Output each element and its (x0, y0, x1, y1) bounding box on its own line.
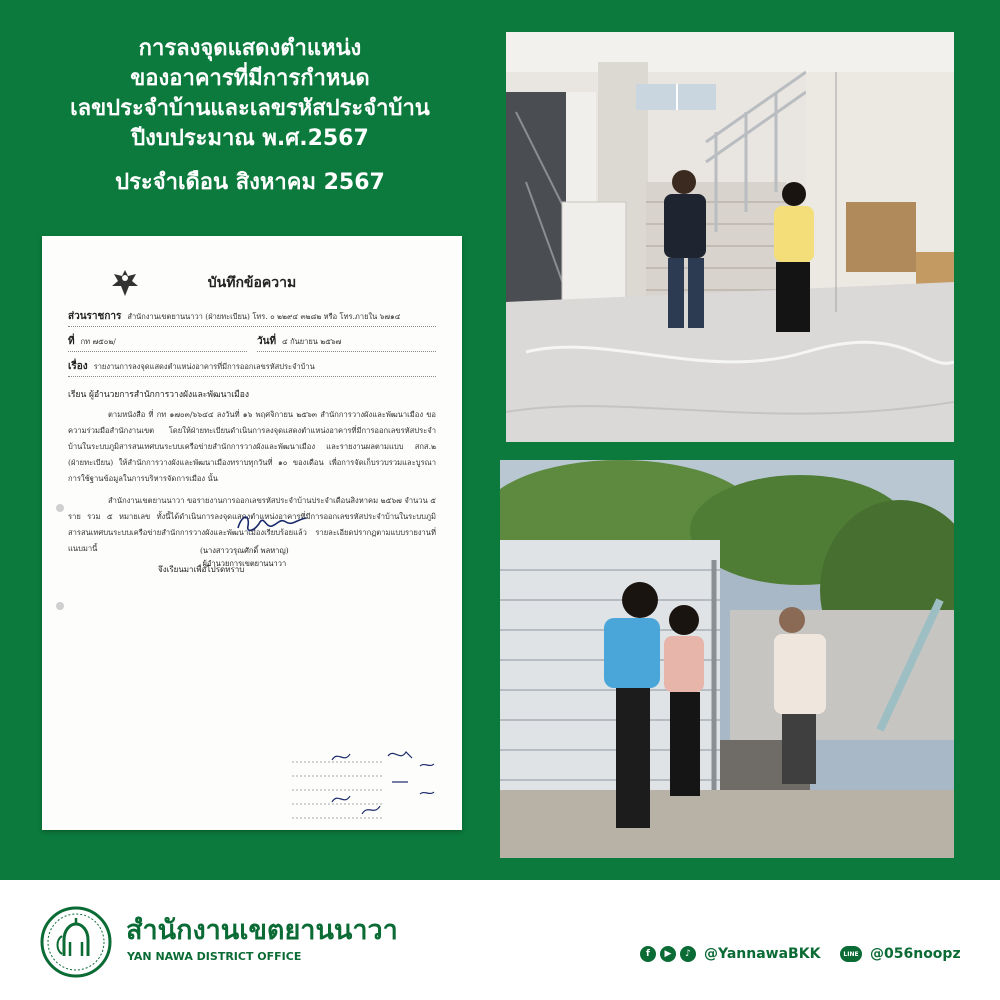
memo-ref-row (68, 334, 247, 352)
ref-value: กท ๗๕๐๒/ (80, 337, 116, 346)
memo-header (68, 262, 436, 302)
facebook-icon[interactable]: f (640, 946, 656, 962)
memo-subject-row (68, 359, 436, 377)
subject-label: เรื่อง (68, 361, 88, 372)
memo-document (42, 236, 462, 830)
memo-paragraph-1: ตามหนังสือ ที่ กท ๑๗๐๓/๖๖๔๔ ลงวันที่ ๑๖ พฤศจิกายน ๒๕๖๓ สำนักการวางผังและพัฒนาเมือง ขอความร่วมมือสำนักงานเขต โดยให้ฝ่ายทะเบียนดำเนินการลงจุดแสดงตำแหน่งอาคารที่มีการออกเลขรหัสประจำบ้านในระบบภูมิสารสนเทศบนระบบเครือข่ายสำนักการวางผังและพัฒนาเมือง และรายงานผลตามแบบ สกส.๒ (ฝ่ายทะเบียน) ให้สำนักการวางผังและพัฒนาเมืองทราบทุกวันที่ ๑๐ ของเดือน เพื่อการจัดเก็บรวบรวมและบูรณาการใช้ฐานข้อมูลในการบริหารจัดการเมือง นั้น (68, 410, 436, 483)
title-line-1: การลงจุดแสดงตำแหน่ง (138, 36, 362, 61)
ref-label: ที่ (68, 336, 75, 347)
memo-signer (200, 544, 289, 570)
organization-name-thai: สำนักงานเขตยานนาวา (126, 915, 398, 946)
signature-image (232, 508, 312, 538)
line-contact-group (840, 943, 961, 965)
social-media-group (640, 943, 820, 965)
punch-hole (56, 602, 64, 610)
social-handle[interactable]: @YannawaBKK (704, 946, 821, 962)
title-line-4: ปีงบประมาณ พ.ศ.2567 (131, 126, 369, 151)
title-line-2: ของอาคารที่มีการกำหนด (130, 66, 370, 91)
site-visit-photo-image (500, 460, 954, 858)
interior-photo-image (506, 32, 954, 442)
tiktok-icon[interactable]: ♪ (680, 946, 696, 962)
organization-name-english: YAN NAWA DISTRICT OFFICE (127, 950, 302, 963)
page-title (30, 34, 470, 198)
punch-hole (56, 504, 64, 512)
memo-recipient: เรียน ผู้อำนวยการสำนักการวางผังและพัฒนาเมือง (68, 390, 249, 400)
signer-name: (นางสาววรุณศักดิ์ พลหาญ) (200, 546, 289, 555)
line-handle[interactable]: @056noopz (870, 946, 961, 962)
memo-ref-date-row (68, 334, 436, 352)
page-subtitle: ประจำเดือน สิงหาคม 2567 (115, 170, 385, 195)
agency-label: ส่วนราชการ (68, 311, 122, 322)
title-line-3: เลขประจำบ้านและเลขรหัสประจำบ้าน (70, 96, 430, 121)
memo-paragraph-2: สำนักงานเขตยานนาวา ขอรายงานการออกเลขรหัสประจำบ้านประจำเดือนสิงหาคม ๒๕๖๗ จำนวน ๕ ราย รวม ๕ หมายเลข ทั้งนี้ได้ดำเนินการลงจุดแสดงตำแหน่งอาคารที่มีการออกเลขรหัสประจำบ้านในระบบภูมิสารสนเทศบนระบบเครือข่ายสำนักการวางผังและพัฒนาเมืองเรียบร้อยแล้ว รายละเอียดปรากฏตามแบบรายงานที่แนบมานี้ (68, 496, 436, 553)
memo-agency-row (68, 309, 436, 327)
date-label: วันที่ (257, 336, 277, 347)
routing-stamp-image (292, 746, 452, 820)
signer-position: ผู้อำนวยการเขตยานนาวา (202, 559, 287, 568)
youtube-icon[interactable]: ▶ (660, 946, 676, 962)
memo-closing: จึงเรียนมาเพื่อโปรดทราบ (158, 565, 245, 574)
agency-value: สำนักงานเขตยานนาวา (ฝ่ายทะเบียน) โทร. ๐ ๒๒๙๔ ๓๒๘๒ หรือ โทร.ภายใน ๖๗๑๔ (127, 312, 401, 321)
subject-value: รายงานการลงจุดแสดงตำแหน่งอาคารที่มีการออกเลขรหัสประจำบ้าน (93, 362, 315, 371)
photo-building-interior (506, 32, 954, 442)
date-value: ๔ กันยายน ๒๕๖๗ (282, 337, 342, 346)
photo-site-visit (500, 460, 954, 858)
memo-date-row (257, 334, 436, 352)
memo-title: บันทึกข้อความ (207, 275, 297, 291)
line-icon[interactable]: LINE (840, 946, 862, 962)
district-emblem-icon (40, 906, 112, 978)
